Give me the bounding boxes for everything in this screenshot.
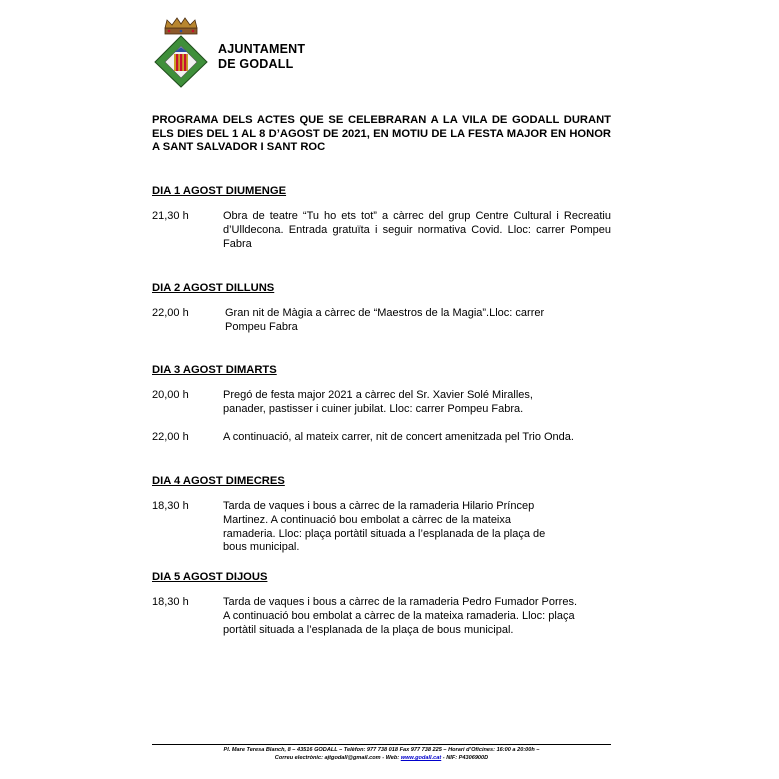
org-name-line1: AJUNTAMENT [218, 42, 306, 56]
event-row [152, 389, 611, 417]
event-row [152, 431, 611, 445]
day-section [152, 363, 611, 444]
footer-contact [152, 754, 611, 762]
event-time: 18,30 h [152, 500, 189, 512]
day-section [152, 570, 611, 637]
event-row [152, 307, 611, 335]
coat-of-arms-icon [153, 16, 209, 88]
event-description: Pregó de festa major 2021 a càrrec del Sr. Xavier Solé Miralles, panader, pastisser i cuiner jubilat. Lloc: carrer Pompeu Fabra. [223, 389, 533, 415]
event-description: Tarda de vaques i bous a càrrec de la ramaderia Pedro Fumador Porres. A continuació bou embolat a càrrec de la mateixa ramaderia. Lloc: plaça portàtil situada a l’esplanada de la plaça de bous municipal. [223, 596, 578, 636]
org-name-line2: DE GODALL [218, 56, 294, 71]
footer [152, 746, 611, 762]
footer-address: Pl. Mare Teresa Blanch, 8 – 43516 GODALL – Telèfon: 977 738 018 Fax 977 738 225 – Horari d’Oficines: 16:00 a 20:00h – [223, 747, 540, 753]
event-description: A continuació, al mateix carrer, nit de concert amenitzada pel Trio Onda. [223, 430, 574, 443]
day-heading: DIA 5 AGOST DIJOUS [152, 571, 268, 583]
event-time: 22,00 h [152, 430, 189, 443]
day-section [152, 184, 611, 251]
event-row [152, 500, 611, 555]
event-time: 21,30 h [152, 210, 189, 222]
event-time: 20,00 h [152, 389, 189, 401]
website-link[interactable]: www.godall.cat [400, 755, 442, 761]
event-description: Tarda de vaques i bous a càrrec de la ramaderia Hilario Príncep Martinez. A continuació bou embolat a càrrec de la mateixa ramaderia. Lloc: plaça portàtil situada a l’esplanada de la plaça de bous municipal. [223, 500, 546, 554]
event-time: 18,30 h [152, 596, 189, 608]
program-intro: PROGRAMA DELS ACTES QUE SE CELEBRARAN A LA VILA DE GODALL DURANT ELS DIES DEL 1 AL 8 D’AGOST DE 2021, EN MOTIU DE LA FESTA MAJOR EN HONOR A SANT SALVADOR I SANT ROC [152, 114, 611, 154]
footer-divider [152, 744, 611, 745]
shield-icon [155, 36, 207, 87]
day-section [152, 281, 611, 335]
footer-nif: - NIF: P4306900D [441, 755, 489, 761]
day-heading: DIA 2 AGOST DILLUNS [152, 282, 275, 294]
day-heading: DIA 3 AGOST DIMARTS [152, 364, 277, 376]
day-heading: DIA 1 AGOST DIUMENGE [152, 185, 287, 197]
organization-name [218, 42, 305, 71]
footer-email: Correu electrònic: ajtgodall@gmail.com - Web: [274, 755, 401, 761]
day-section [152, 474, 611, 555]
event-row [152, 210, 611, 251]
event-time: 22,00 h [152, 307, 189, 319]
event-description: Gran nit de Màgia a càrrec de “Maestros de la Magia”.Lloc: carrer Pompeu Fabra [225, 307, 545, 333]
crown-icon [165, 18, 197, 34]
day-heading: DIA 4 AGOST DIMECRES [152, 475, 285, 487]
event-row [152, 596, 611, 637]
event-description: Obra de teatre “Tu ho ets tot” a càrrec del grup Centre Cultural i Recreatiu d’Ulldecona. Entrada gratuïta i seguir normativa Covid. Lloc: carrer Pompeu Fabra [223, 210, 611, 250]
